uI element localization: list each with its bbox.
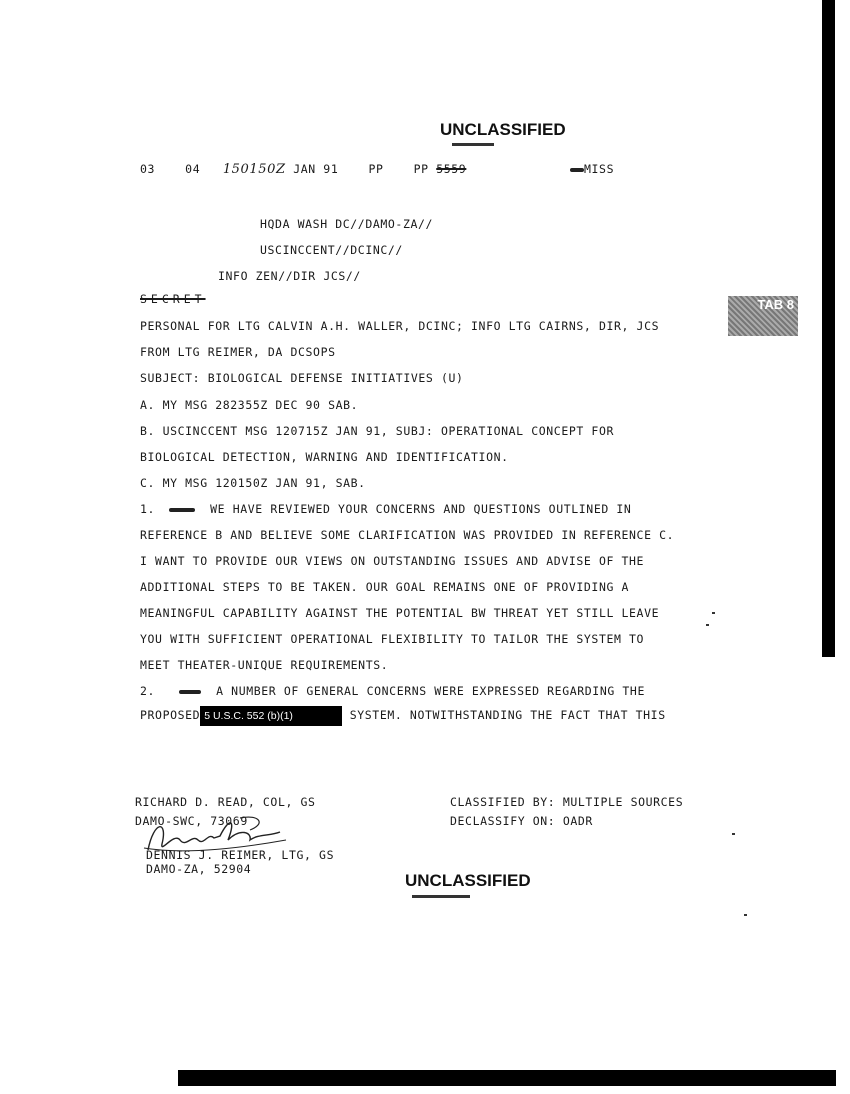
- body-line-para2: [140, 684, 645, 698]
- body-line-para2-2: [140, 705, 666, 726]
- scan-edge-bar-bottom: [178, 1070, 836, 1086]
- scan-speck: [706, 624, 709, 626]
- para2-2-text-b: SYSTEM. NOTWITHSTANDING THE FACT THAT THIS: [349, 708, 666, 722]
- header-date: JAN 91: [293, 162, 339, 176]
- struck-classification-top: [452, 143, 494, 146]
- scan-edge-bar-right: [822, 0, 835, 657]
- scan-speck: [732, 833, 735, 835]
- header-col2: 04: [185, 162, 201, 176]
- scan-speck: [712, 612, 715, 614]
- header-msg-text: MISS: [584, 162, 615, 176]
- body-line-ref-a: A. MY MSG 282355Z DEC 90 SAB.: [140, 398, 359, 412]
- body-line-ref-b-cont: BIOLOGICAL DETECTION, WARNING AND IDENTIFICATION.: [140, 450, 509, 464]
- releaser-line: DENNIS J. REIMER, LTG, GS: [146, 848, 335, 862]
- para1-number: 1.: [140, 502, 156, 516]
- struck-para2-marking: [179, 690, 201, 694]
- header-col5: PP: [368, 162, 384, 176]
- header-msg-code: [570, 162, 614, 176]
- struck-para1-marking: [169, 508, 195, 512]
- message-header-line: [140, 162, 466, 177]
- to-address: USCINCCENT//DCINC//: [260, 243, 403, 257]
- scan-speck: [744, 914, 747, 916]
- declassify-on-line: DECLASSIFY ON: OADR: [450, 814, 593, 828]
- info-address: INFO ZEN//DIR JCS//: [218, 269, 361, 283]
- body-line-ref-c: C. MY MSG 120150Z JAN 91, SAB.: [140, 476, 366, 490]
- struck-mark: [570, 168, 584, 172]
- body-line-para1-4: ADDITIONAL STEPS TO BE TAKEN. OUR GOAL REMAINS ONE OF PROVIDING A: [140, 580, 630, 594]
- releaser-office-line: DAMO-ZA, 52904: [146, 862, 252, 876]
- struck-classification-bottom: [412, 895, 470, 898]
- redaction-block: 5 U.S.C. 552 (b)(1): [200, 706, 342, 726]
- struck-secret-marking: SECRET: [140, 292, 206, 306]
- classification-bottom: UNCLASSIFIED: [405, 871, 531, 890]
- body-line-ref-b: B. USCINCCENT MSG 120715Z JAN 91, SUBJ: OPERATIONAL CONCEPT FOR: [140, 424, 614, 438]
- drafter-line: RICHARD D. READ, COL, GS: [135, 795, 316, 809]
- drafter-office-line: DAMO-SWC, 73069: [135, 814, 248, 828]
- body-line-para1-3: I WANT TO PROVIDE OUR VIEWS ON OUTSTANDING ISSUES AND ADVISE OF THE: [140, 554, 645, 568]
- tab-stamp: TAB 8: [728, 296, 798, 336]
- body-line-para1-6: YOU WITH SUFFICIENT OPERATIONAL FLEXIBILITY TO TAILOR THE SYSTEM TO: [140, 632, 645, 646]
- body-line-para1: [140, 502, 631, 516]
- para2-number: 2.: [140, 684, 156, 698]
- para2-text: A NUMBER OF GENERAL CONCERNS WERE EXPRESSED REGARDING THE: [216, 684, 645, 698]
- body-line-para1-5: MEANINGFUL CAPABILITY AGAINST THE POTENTIAL BW THREAT YET STILL LEAVE: [140, 606, 660, 620]
- body-line-from: FROM LTG REIMER, DA DCSOPS: [140, 345, 336, 359]
- from-address: HQDA WASH DC//DAMO-ZA//: [260, 217, 434, 231]
- para2-2-text-a: PROPOSED: [140, 708, 201, 722]
- body-line-personal-for: PERSONAL FOR LTG CALVIN A.H. WALLER, DCINC; INFO LTG CAIRNS, DIR, JCS: [140, 319, 660, 333]
- body-line-para1-2: REFERENCE B AND BELIEVE SOME CLARIFICATION WAS PROVIDED IN REFERENCE C.: [140, 528, 675, 542]
- header-col1: 03: [140, 162, 156, 176]
- header-col7-struck: 5559: [436, 162, 467, 176]
- classified-by-line: CLASSIFIED BY: MULTIPLE SOURCES: [450, 795, 684, 809]
- body-line-para1-7: MEET THEATER-UNIQUE REQUIREMENTS.: [140, 658, 389, 672]
- classification-top: UNCLASSIFIED: [440, 120, 566, 139]
- body-line-subject: SUBJECT: BIOLOGICAL DEFENSE INITIATIVES (U): [140, 371, 464, 385]
- header-dtg: 150150Z: [222, 162, 286, 177]
- para1-text: WE HAVE REVIEWED YOUR CONCERNS AND QUESTIONS OUTLINED IN: [210, 502, 632, 516]
- header-col6: PP: [413, 162, 429, 176]
